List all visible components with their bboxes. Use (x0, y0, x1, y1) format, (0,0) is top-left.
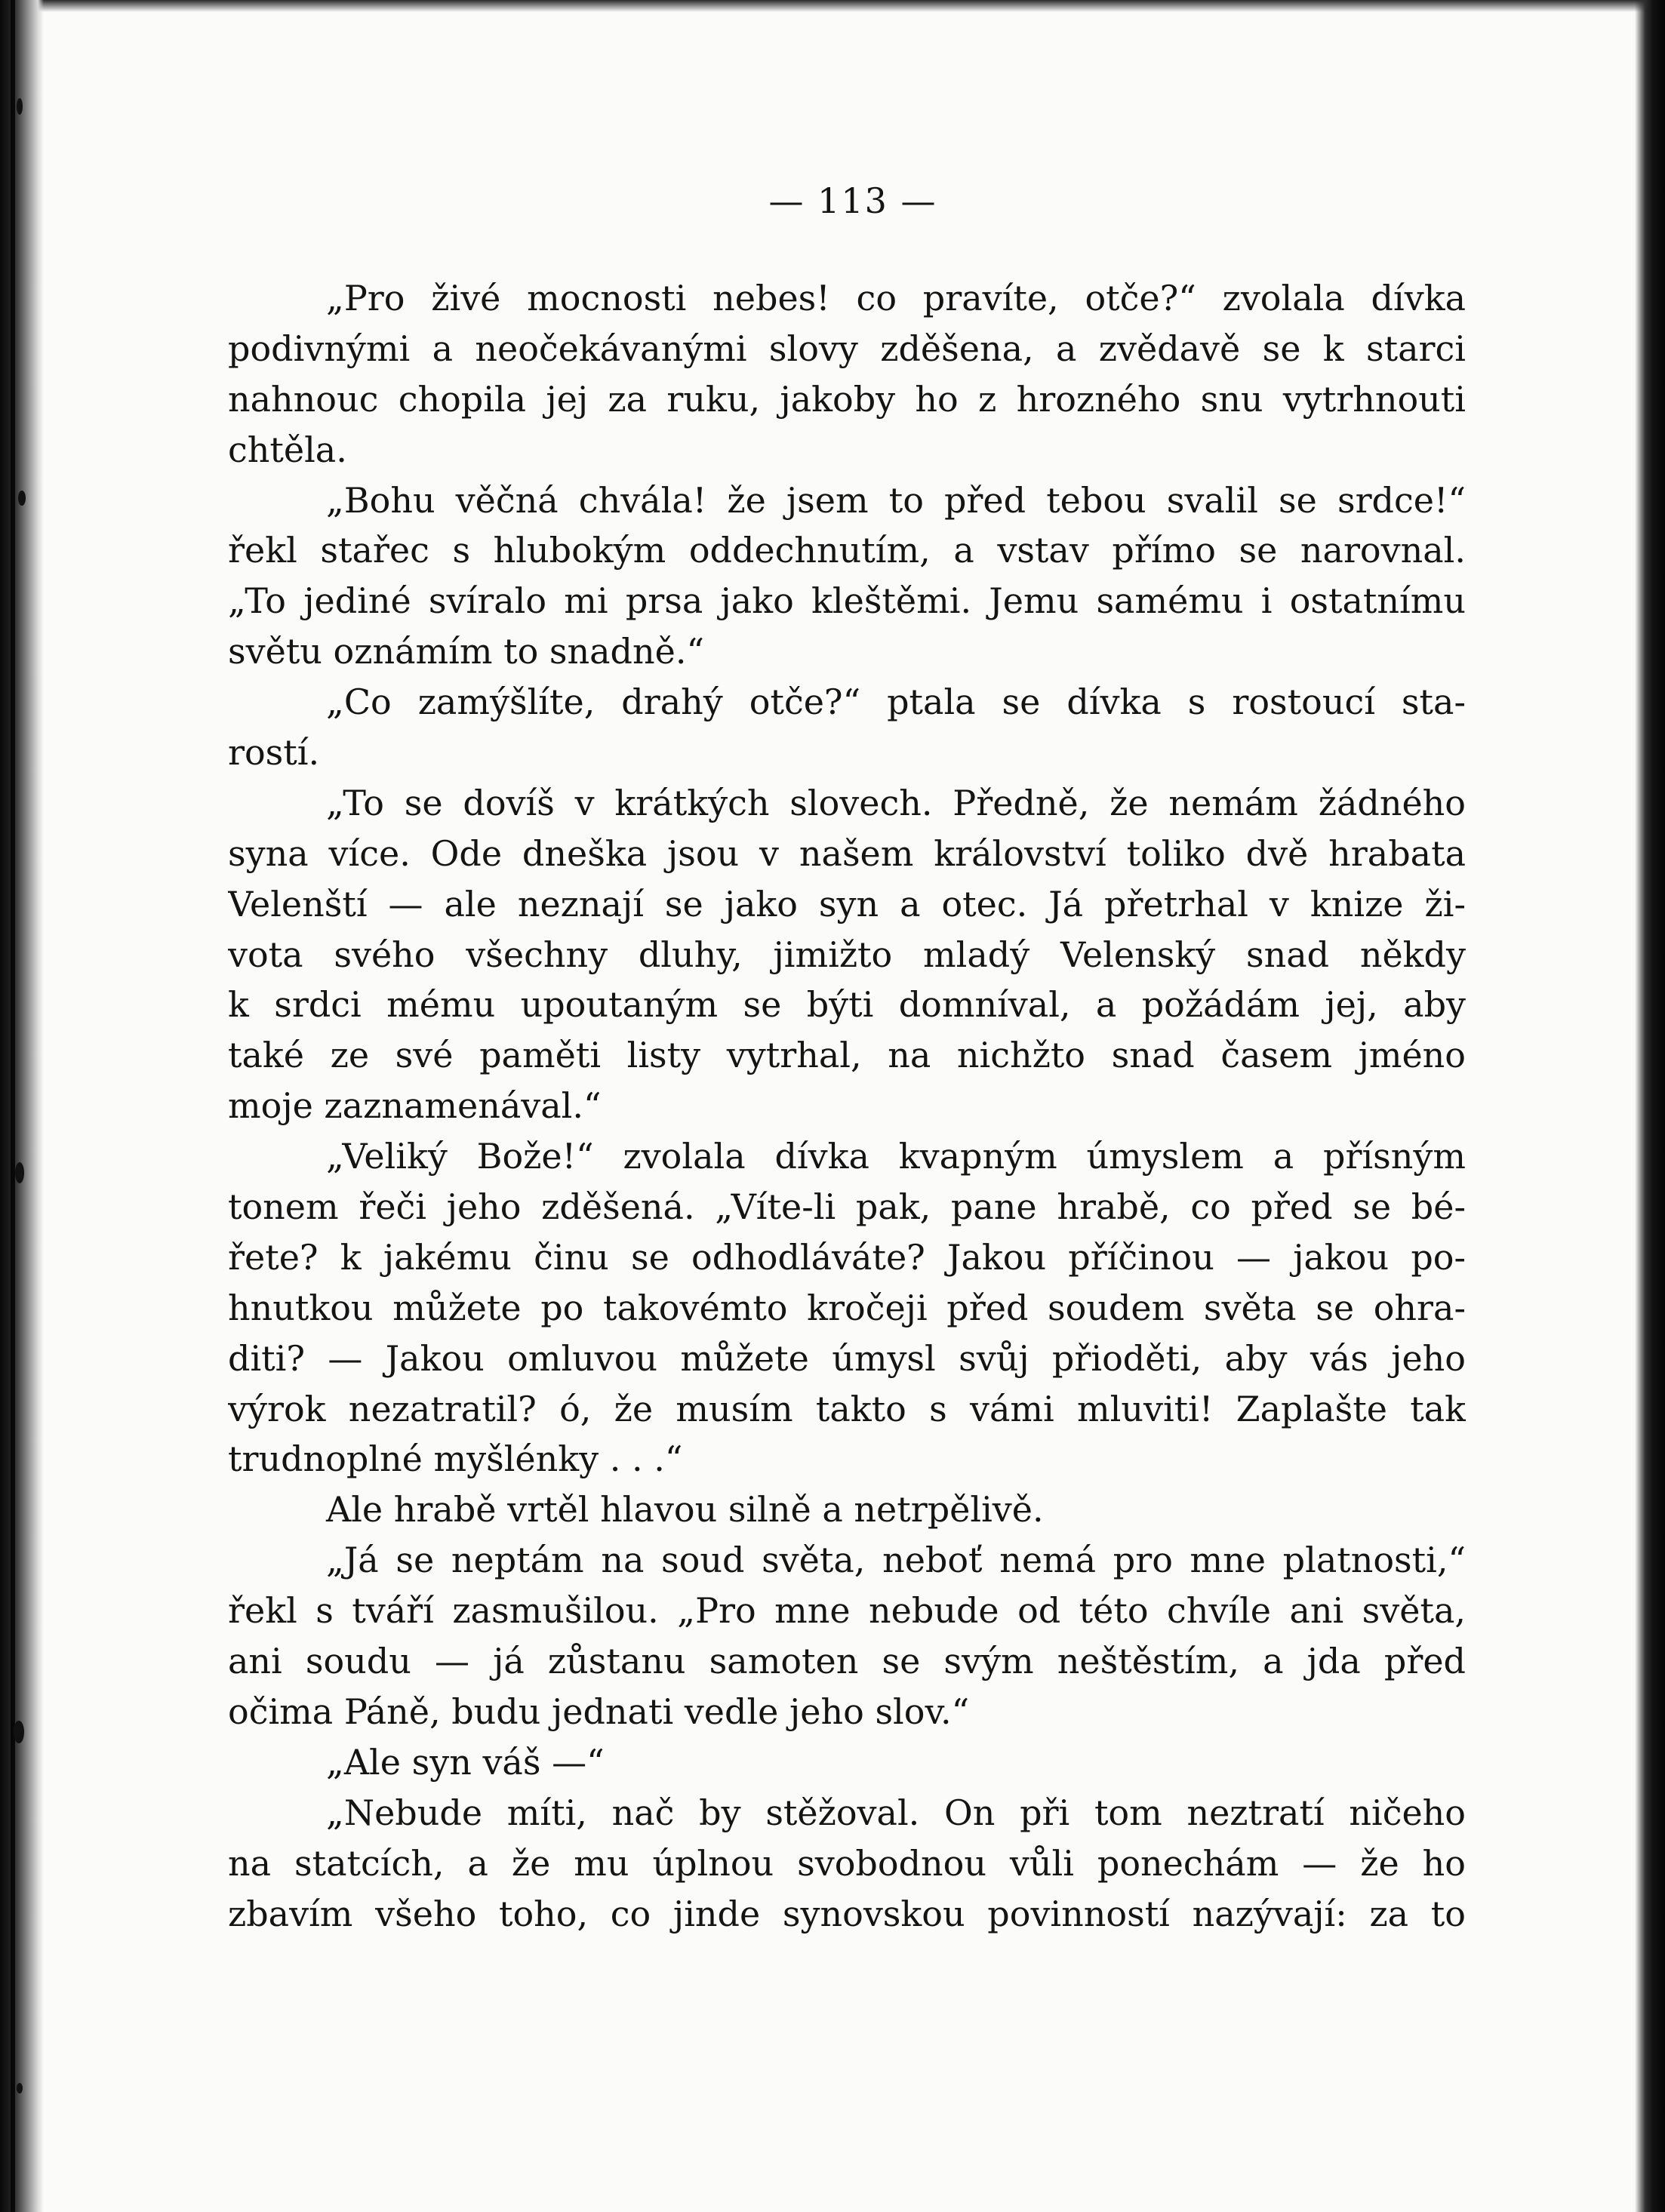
text-line: „Ale syn váš —“ (326, 1741, 605, 1783)
scan-speck (17, 2083, 23, 2094)
page-number: — 113 — (768, 180, 937, 221)
text-line: na statcích, a že mu úplnou svobodnou vůli ponechám — že ho (228, 1842, 1466, 1884)
body-text (228, 273, 1466, 1939)
text-line: hnutkou můžete po takovémto kročeji před soudem světa se ohra- (228, 1287, 1466, 1328)
text-line: moje zaznamenával.“ (228, 1085, 602, 1127)
text-line: diti? — Jakou omluvou můžete úmysl svůj přioděti, aby vás jeho (228, 1337, 1466, 1379)
text-line: „Veliký Bože!“ zvolala dívka kvapným úmyslem a přísným (326, 1136, 1466, 1177)
text-line: řete? k jakému činu se odhodláváte? Jakou příčinou — jakou po- (228, 1236, 1466, 1278)
text-line: chtěla. (228, 429, 347, 470)
text-line: „Pro živé mocnosti nebes! co pravíte, otče?“ zvolala dívka (326, 278, 1466, 318)
text-line: „Co zamýšlíte, drahý otče?“ ptala se dívka s rostoucí sta- (326, 681, 1466, 723)
scan-speck (15, 1162, 24, 1183)
binding-shadow-left (0, 0, 44, 2212)
scan-speck (17, 98, 23, 115)
text-line: řekl stařec s hlubokým oddechnutím, a vstav přímo se narovnal. (228, 530, 1466, 571)
scan-speck (18, 491, 26, 506)
text-line: také ze své paměti listy vytrhal, na nichžto snad časem jméno (228, 1035, 1466, 1076)
page-edge-right (1635, 0, 1665, 2212)
text-line: k srdci mému upoutaným se býti domníval, a požádám jej, aby (228, 984, 1466, 1026)
text-line: řekl s tváří zasmušilou. „Pro mne nebude od této chvíle ani světa, (228, 1590, 1466, 1632)
text-line: trudnoplné myšlénky . . .“ (228, 1438, 683, 1480)
text-line: Velenští — ale neznají se jako syn a otec. Já přetrhal v knize ži- (228, 883, 1466, 924)
text-line: světu oznámím to snadně.“ (228, 631, 704, 672)
text-line: „To se dovíš v krátkých slovech. Předně, že nemám žádného (326, 782, 1466, 823)
binding-gutter-line (11, 0, 15, 2212)
text-line: syna více. Ode dneška jsou v našem království toliko dvě hrabata (228, 832, 1466, 874)
text-line: „Nebude míti, nač by stěžoval. On při tom neztratí ničeho (326, 1792, 1466, 1833)
text-line: nahnouc chopila jej za ruku, jakoby ho z hrozného snu vytrhnouti (228, 378, 1466, 420)
scan-speck (14, 1721, 24, 1743)
text-line: očima Páně, budu jednati vedle jeho slov.“ (228, 1691, 970, 1732)
text-line: „Bohu věčná chvála! že jsem to před tebou svalil se srdce!“ (326, 479, 1466, 521)
text-line: „To jediné svíralo mi prsa jako kleštěmi. Jemu samému i ostatnímu (228, 580, 1466, 622)
text-line: vota svého všechny dluhy, jimižto mladý Velenský snad někdy (228, 934, 1466, 975)
text-line: „Já se neptám na soud světa, neboť nemá pro mne platnosti,“ (326, 1540, 1466, 1581)
text-line: zbavím všeho toho, co jinde synovskou povinností nazývají: za to (228, 1893, 1466, 1934)
text-line: podivnými a neočekávanými slovy zděšena, a zvědavě se k starci (228, 328, 1466, 369)
text-line: výrok nezatratil? ó, že musím takto s vámi mluviti! Zaplašte tak (228, 1388, 1466, 1429)
text-line: ani soudu — já zůstanu samoten se svým neštěstím, a jda před (228, 1641, 1466, 1682)
text-line: Ale hrabě vrtěl hlavou silně a netrpělivě. (326, 1489, 1044, 1531)
text-line: tonem řeči jeho zděšená. „Víte-li pak, pane hrabě, co před se bé- (228, 1186, 1466, 1228)
text-line: rostí. (228, 732, 320, 774)
page-top-shadow (0, 0, 1665, 12)
